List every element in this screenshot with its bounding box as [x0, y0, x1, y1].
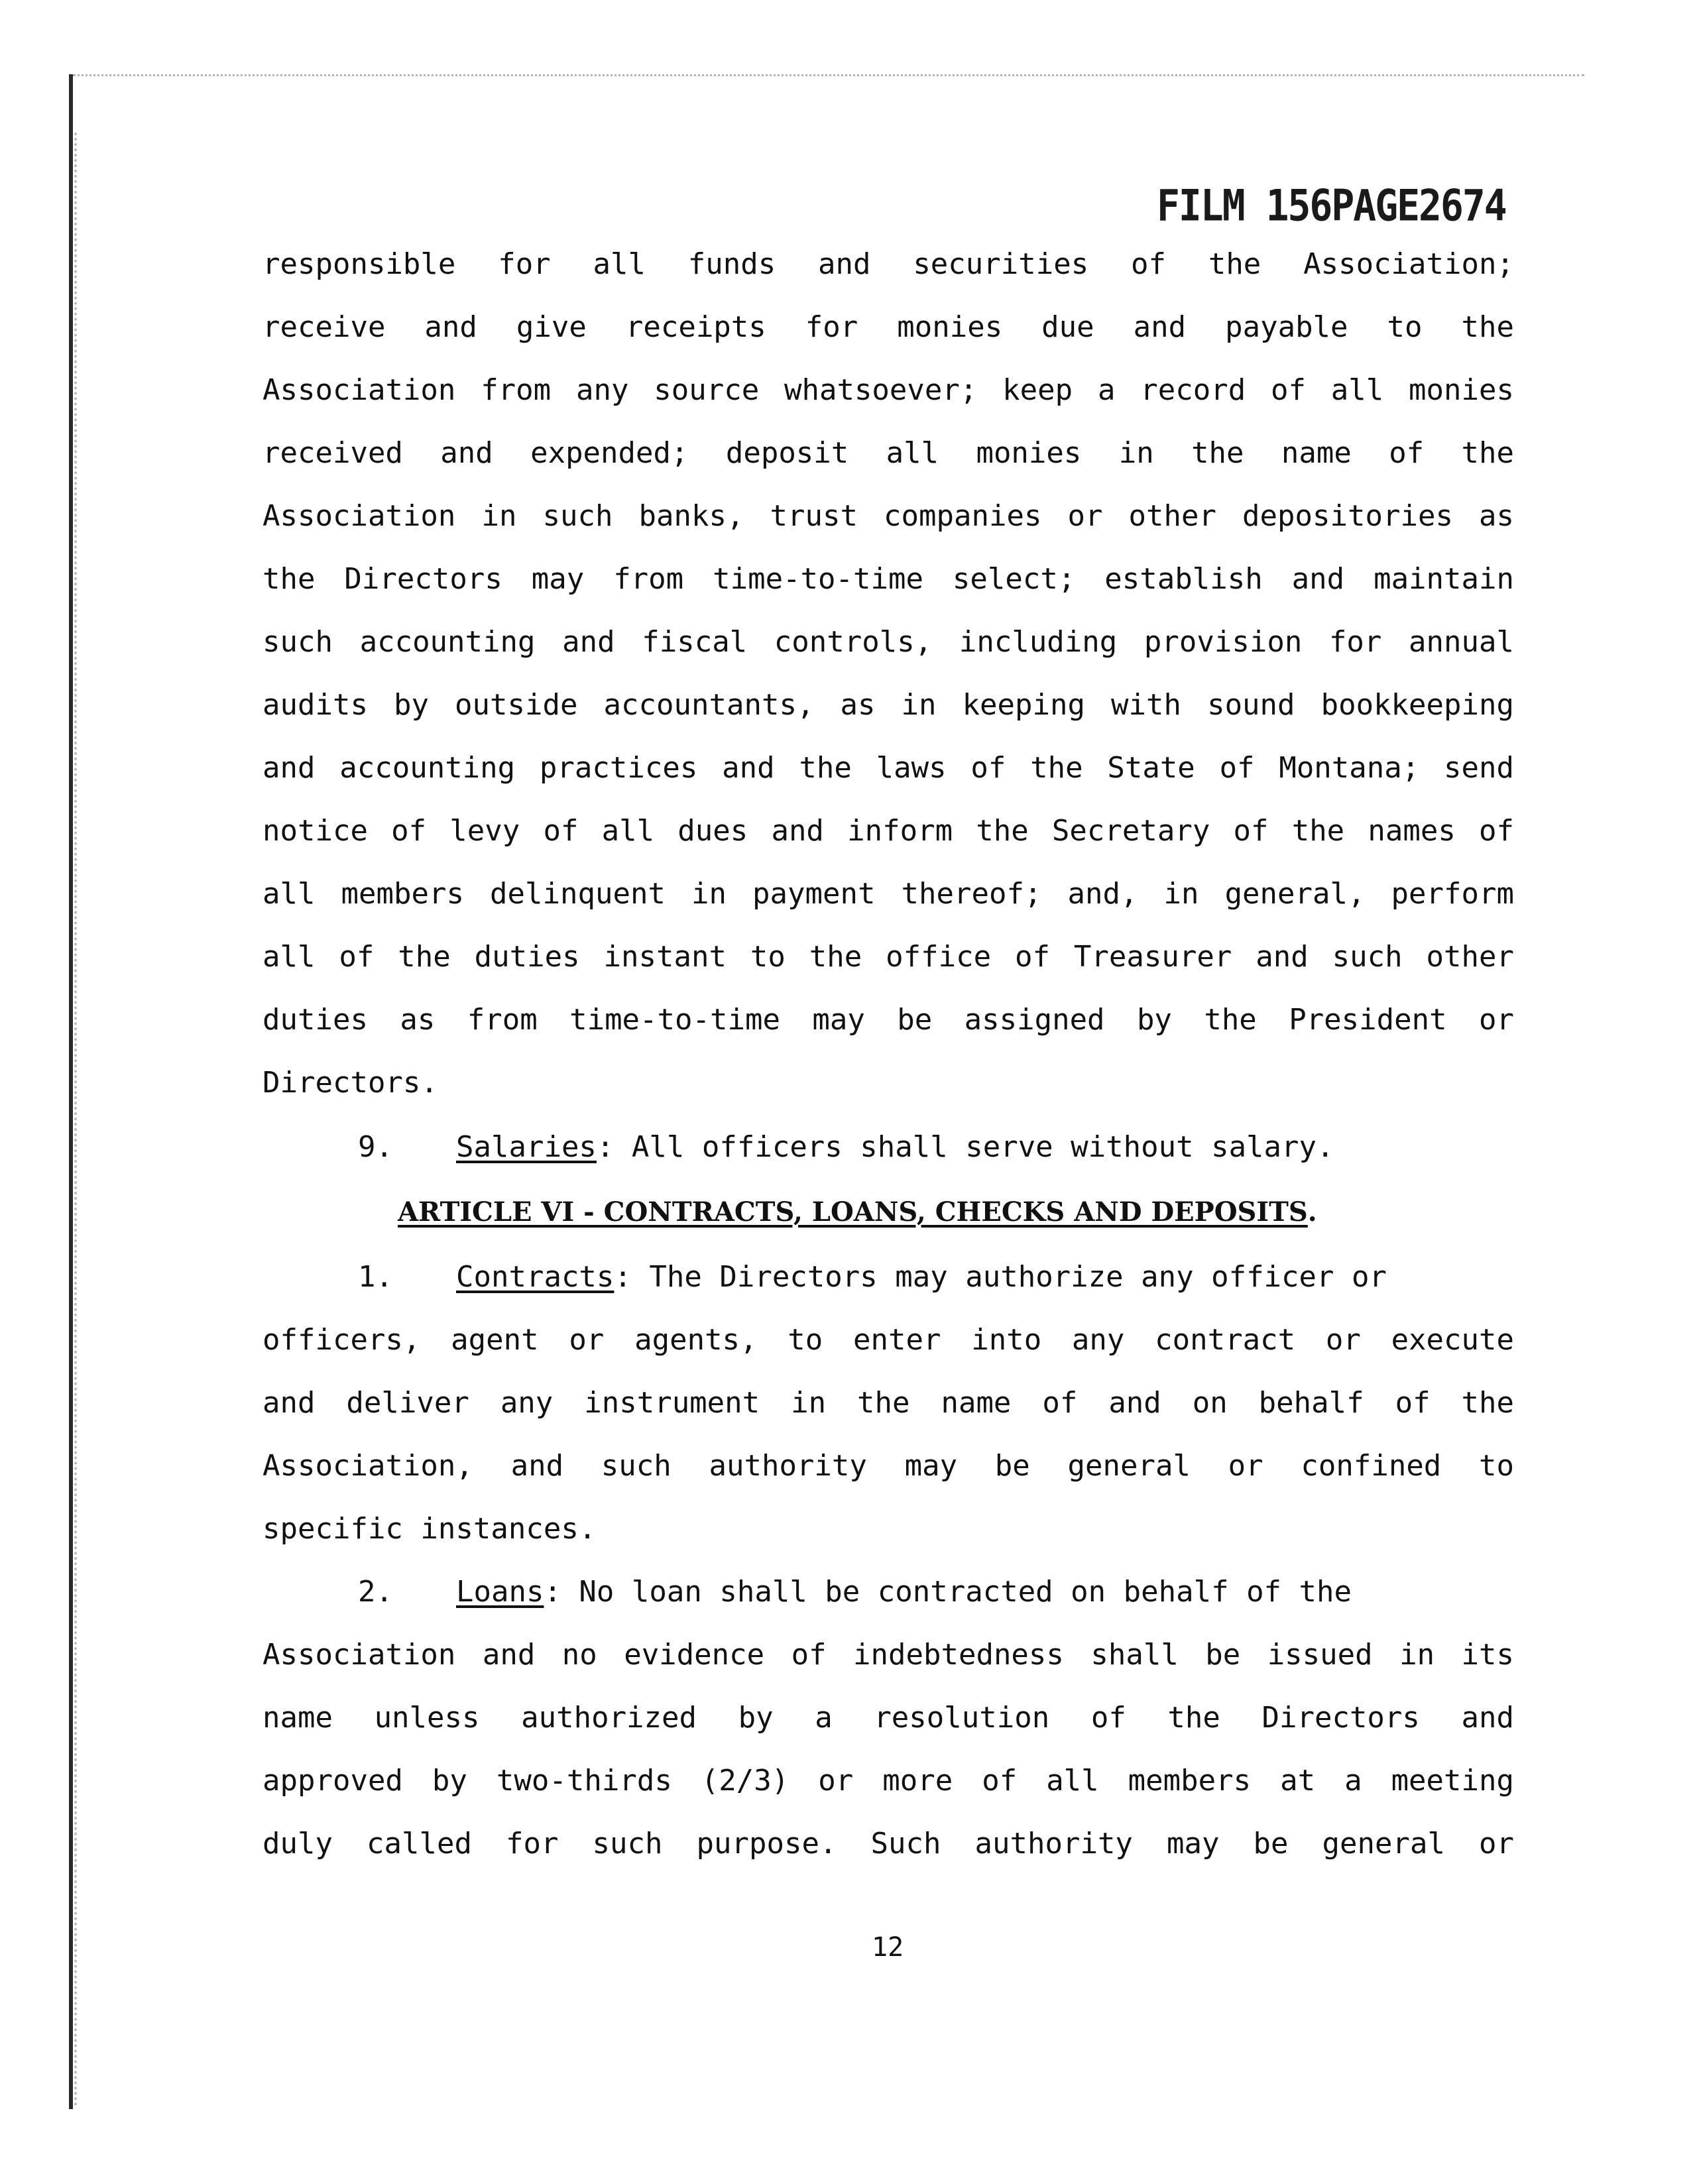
contracts-first-line	[358, 1257, 1387, 1298]
loans-first-line	[358, 1572, 1352, 1613]
item-number: 9.	[358, 1130, 393, 1164]
salaries-text: : All officers shall serve without salary.	[596, 1130, 1334, 1164]
loans-first-line-text: : No loan shall be contracted on behalf of the	[544, 1575, 1352, 1609]
page-number: 12	[872, 1932, 904, 1963]
text-line: all of the duties instant to the office of Treasurer and such other	[263, 940, 1514, 974]
text-line: duties as from time-to-time may be assigned by the President or	[263, 1003, 1514, 1037]
text-line: receive and give receipts for monies due and payable to the	[263, 310, 1514, 344]
text-line: the Directors may from time-to-time select; establish and maintain	[263, 562, 1514, 596]
article-heading-period: .	[1307, 1196, 1317, 1228]
text-line: all members delinquent in payment thereof; and, in general, perform	[263, 877, 1514, 911]
item-number: 1.	[358, 1260, 393, 1294]
item-number: 2.	[358, 1575, 393, 1609]
text-line: Association in such banks, trust companies or other depositories as	[263, 499, 1514, 533]
text-line: duly called for such purpose. Such authority may be general or	[263, 1827, 1514, 1861]
text-line: received and expended; deposit all monies in the name of the	[263, 436, 1514, 470]
salaries-heading: Salaries	[456, 1130, 597, 1164]
text-line: responsible for all funds and securities of the Association;	[263, 247, 1514, 281]
loans-heading: Loans	[456, 1575, 544, 1609]
article-heading-text: ARTICLE VI - CONTRACTS, LOANS, CHECKS AND DEPOSITS	[398, 1196, 1308, 1228]
article-heading	[398, 1192, 1317, 1233]
text-line: officers, agent or agents, to enter into any contract or execute	[263, 1323, 1514, 1357]
scan-left-noise	[74, 133, 77, 2108]
text-line: audits by outside accountants, as in keeping with sound bookkeeping	[263, 688, 1514, 722]
scan-top-edge	[73, 74, 1584, 76]
contracts-first-line-text: : The Directors may authorize any officer or	[614, 1260, 1387, 1294]
text-line: name unless authorized by a resolution of the Directors and	[263, 1701, 1514, 1735]
text-line: Association, and such authority may be general or confined to	[263, 1449, 1514, 1483]
film-page-stamp: FILM 156PAGE2674	[1157, 180, 1506, 231]
text-line: Directors.	[263, 1066, 438, 1100]
salaries-paragraph	[358, 1127, 1334, 1168]
text-line: Association from any source whatsoever; keep a record of all monies	[263, 373, 1514, 407]
scan-left-edge	[69, 74, 73, 2109]
text-line: and accounting practices and the laws of the State of Montana; send	[263, 751, 1514, 785]
text-line: Association and no evidence of indebtedness shall be issued in its	[263, 1638, 1514, 1672]
text-line: and deliver any instrument in the name of and on behalf of the	[263, 1386, 1514, 1420]
text-line: such accounting and fiscal controls, including provision for annual	[263, 625, 1514, 659]
text-line: notice of levy of all dues and inform the Secretary of the names of	[263, 814, 1514, 848]
text-line: specific instances.	[263, 1512, 597, 1546]
text-line: approved by two-thirds (2/3) or more of all members at a meeting	[263, 1764, 1514, 1798]
contracts-heading: Contracts	[456, 1260, 614, 1294]
